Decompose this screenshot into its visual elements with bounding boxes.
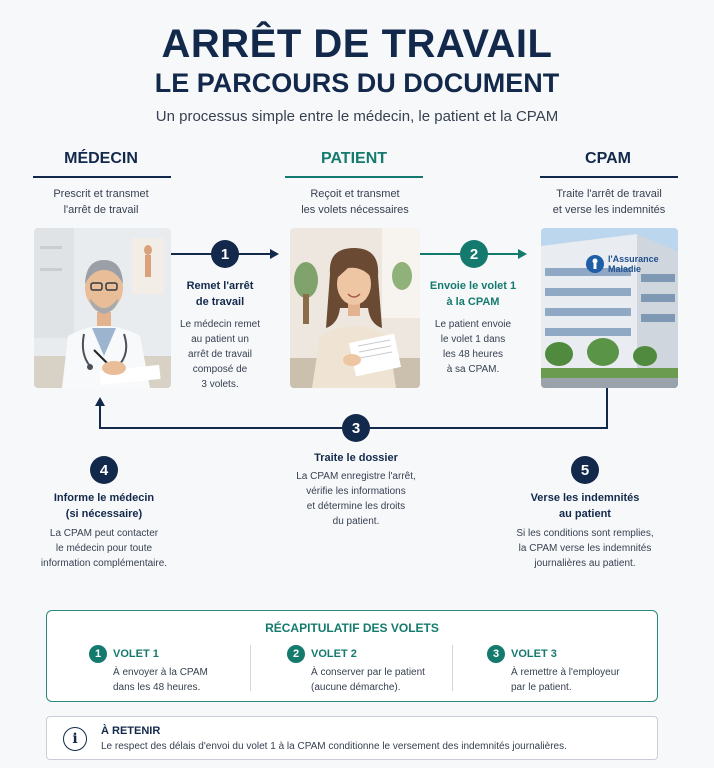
step-number-4: 4 (90, 456, 118, 484)
volet-desc-2: À conserver par le patient (aucune démarche). (311, 667, 425, 693)
retenir-box (46, 716, 658, 760)
column-heading-patient: PATIENT (320, 150, 388, 167)
retenir-title: À RETENIR (101, 725, 161, 737)
column-desc-medecin: Prescrit et transmet l'arrêt de travail (53, 188, 149, 216)
step-title-3: Traite le dossier (314, 452, 398, 464)
step-desc-2: Le patient envoie le volet 1 dans les 48 heures à sa CPAM. (434, 319, 512, 375)
info-icon: i (63, 727, 87, 751)
page-title: ARRÊT DE TRAVAIL (161, 22, 553, 66)
step-number-1: 1 (211, 240, 239, 268)
volet-number-3: 3 (487, 645, 505, 663)
volet-divider (250, 645, 251, 691)
step-title-5: Verse les indemnités au patient (530, 492, 640, 520)
volet-label-3: VOLET 3 (511, 648, 557, 660)
step-desc-4: La CPAM peut contacter le médecin pour toute information complémentaire. (40, 528, 168, 569)
recap-title: RÉCAPITULATIF DES VOLETS (265, 621, 439, 635)
building-sign: l'Assurance Maladie (608, 254, 659, 274)
step-desc-1: Le médecin remet au patient un arrêt de travail composé de 3 volets. (179, 319, 261, 390)
arrowhead-step-2 (518, 249, 527, 259)
step-desc-5: Si les conditions sont remplies, la CPAM verse les indemnités journalières au patient. (516, 528, 654, 569)
volet-label-2: VOLET 2 (311, 648, 357, 660)
retenir-text: Le respect des délais d'envoi du volet 1 à la CPAM conditionne le versement des indemnités journalières. (101, 741, 567, 752)
recap-panel (46, 610, 658, 702)
volet-number-1: 1 (89, 645, 107, 663)
step-title-1: Remet l'arrêt de travail (186, 280, 254, 308)
step-desc-3: La CPAM enregistre l'arrêt, vérifie les informations et détermine les droits du patient. (296, 471, 416, 527)
column-heading-cpam: CPAM (585, 150, 631, 167)
step-title-4: Informe le médecin (si nécessaire) (53, 492, 155, 520)
volet-desc-1: À envoyer à la CPAM dans les 48 heures. (113, 667, 208, 693)
step-number-2: 2 (460, 240, 488, 268)
column-desc-cpam: Traite l'arrêt de travail et verse les indemnités (552, 188, 666, 216)
page-subtitle: Un processus simple entre le médecin, le patient et la CPAM (155, 108, 559, 125)
volet-label-1: VOLET 1 (113, 648, 159, 660)
step-number-5: 5 (571, 456, 599, 484)
volet-desc-3: À remettre à l'employeur par le patient. (511, 667, 620, 693)
column-heading-medecin: MÉDECIN (64, 150, 138, 167)
column-desc-patient: Reçoit et transmet les volets nécessaires (301, 188, 409, 216)
volet-number-2: 2 (287, 645, 305, 663)
step-title-2: Envoie le volet 1 à la CPAM (429, 280, 517, 308)
arrowhead-step-1 (270, 249, 279, 259)
page-subtitle-title: LE PARCOURS DU DOCUMENT (154, 68, 560, 98)
arrowhead-step-3 (95, 397, 105, 406)
step-number-3: 3 (342, 414, 370, 442)
volet-divider (452, 645, 453, 691)
